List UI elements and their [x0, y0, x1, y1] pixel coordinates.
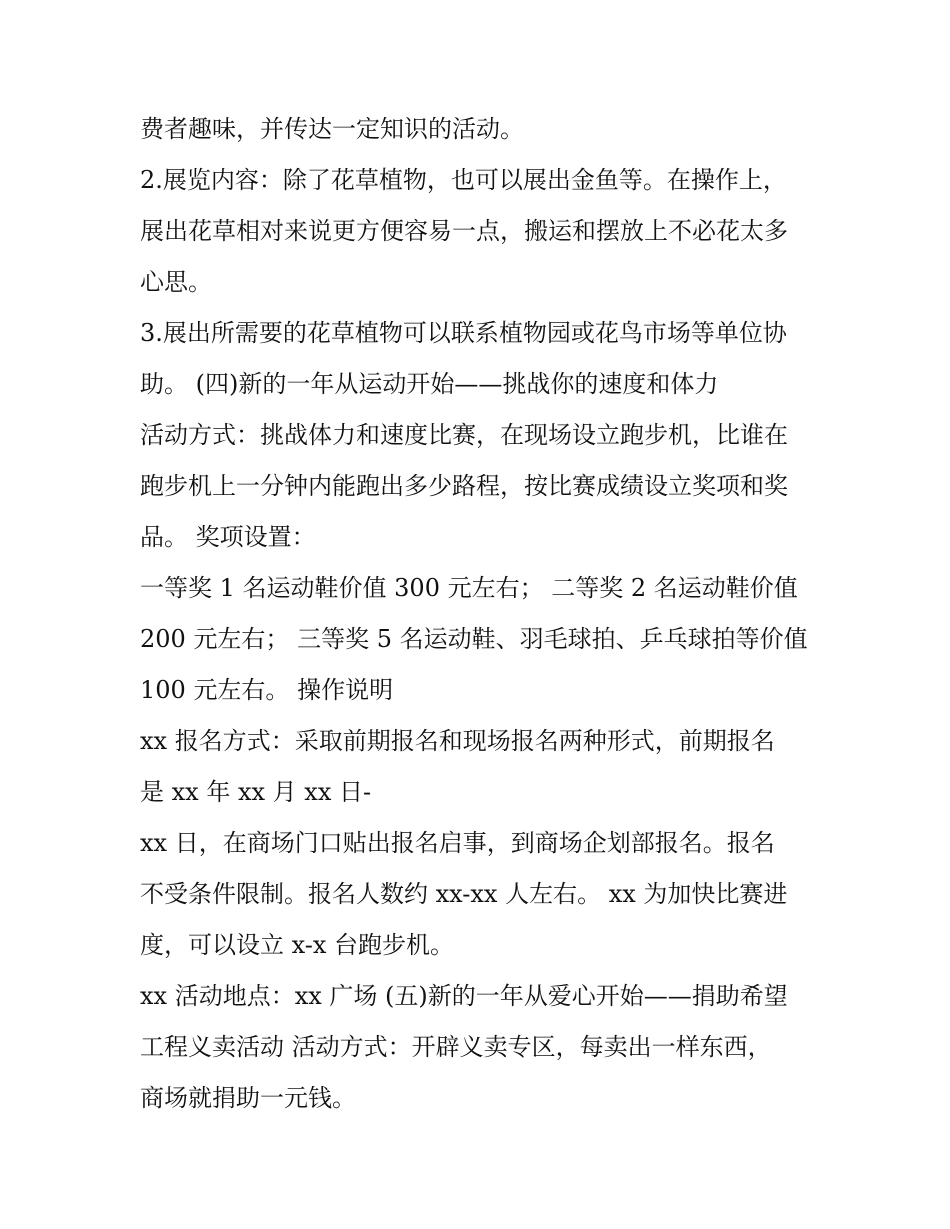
- text-line: 3.展出所需要的花草植物可以联系植物园或花鸟市场等单位协: [140, 319, 787, 347]
- text-line: 活动方式：挑战体力和速度比赛，在现场设立跑步机，比谁在: [140, 421, 788, 449]
- text-line: 心思。: [140, 268, 212, 296]
- text-line: 是 xx 年 xx 月 xx 日-: [140, 778, 372, 806]
- text-line: 200 元左右； 三等奖 5 名运动鞋、羽毛球拍、乒乓球拍等价值: [140, 625, 808, 653]
- text-line: xx 报名方式：采取前期报名和现场报名两种形式，前期报名: [140, 727, 775, 755]
- document-body: [140, 104, 820, 1124]
- text-line: 跑步机上一分钟内能跑出多少路程，按比赛成绩设立奖项和奖: [140, 472, 788, 500]
- text-line: 助。 (四)新的一年从运动开始——挑战你的速度和体力: [140, 370, 719, 398]
- text-line: 度，可以设立 x-x 台跑步机。: [140, 931, 455, 959]
- text-line: xx 日，在商场门口贴出报名启事，到商场企划部报名。报名: [140, 829, 775, 857]
- text-line: 商场就捐助一元钱。: [140, 1084, 356, 1112]
- text-line: 品。 奖项设置：: [140, 523, 316, 551]
- text-line: 费者趣味，并传达一定知识的活动。: [140, 115, 524, 143]
- text-line: 2.展览内容：除了花草植物，也可以展出金鱼等。在操作上，: [140, 166, 787, 194]
- text-line: 100 元左右。 操作说明: [140, 676, 394, 704]
- text-line: 一等奖 1 名运动鞋价值 300 元左右； 二等奖 2 名运动鞋价值: [140, 574, 798, 602]
- text-line: 工程义卖活动 活动方式：开辟义卖专区，每卖出一样东西，: [140, 1033, 772, 1061]
- text-line: 不受条件限制。报名人数约 xx-xx 人左右。 xx 为加快比赛进: [140, 880, 788, 908]
- text-line: xx 活动地点：xx 广场 (五)新的一年从爱心开始——捐助希望: [140, 982, 788, 1010]
- text-line: 展出花草相对来说更方便容易一点，搬运和摆放上不必花太多: [140, 217, 788, 245]
